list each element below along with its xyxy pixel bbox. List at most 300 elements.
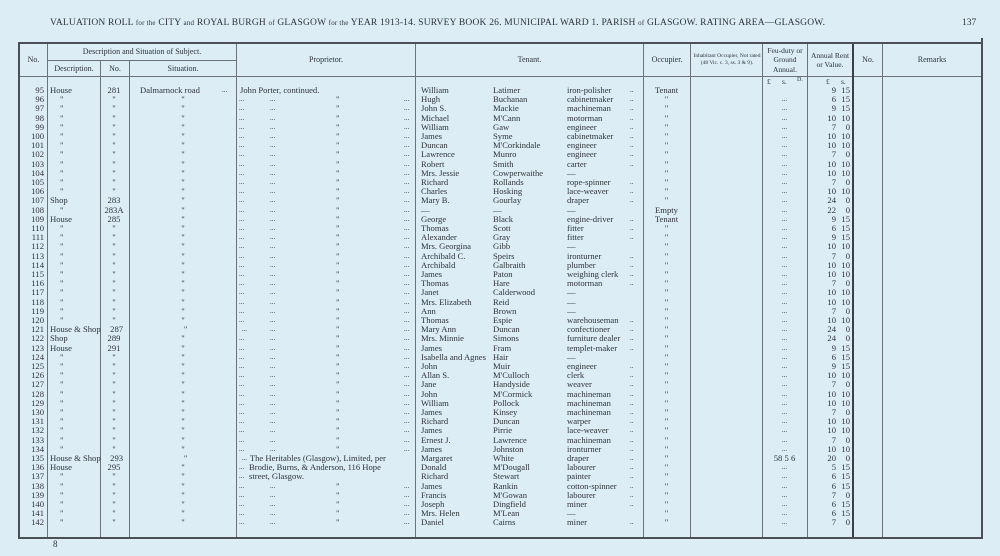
tenant-surname: Muir xyxy=(493,361,511,371)
proprietor-leader: ... xyxy=(404,362,410,370)
feu-duty: ... xyxy=(781,389,788,398)
proprietor-leader: ... xyxy=(404,260,410,269)
situation-leader: ... xyxy=(239,334,245,343)
rent-pounds: 9 xyxy=(831,85,836,95)
tenant-first-name: Hugh xyxy=(421,94,441,105)
occupation-leader: .. xyxy=(630,279,634,288)
tenant-occupation: carter xyxy=(567,158,587,169)
occupier: " xyxy=(664,315,669,325)
situation: " xyxy=(181,480,185,491)
tenant-surname: M'Cormick xyxy=(493,388,533,399)
header-description: Description. xyxy=(54,63,94,73)
row-number: 96 xyxy=(35,94,44,105)
feu-duty: ... xyxy=(781,132,788,140)
tenant-surname: Paton xyxy=(493,269,513,279)
situation: " xyxy=(181,434,185,445)
situation: " xyxy=(181,296,185,307)
proprietor: " xyxy=(336,94,340,105)
header-no-right: No. xyxy=(862,55,874,65)
street-number: " xyxy=(112,232,116,243)
occupier: " xyxy=(664,480,669,491)
rent-shillings: 0 xyxy=(845,379,850,390)
rent-pounds: 10 xyxy=(827,416,836,427)
rent-shillings: 0 xyxy=(845,305,850,316)
description: " xyxy=(60,232,64,243)
situation-leader: ... xyxy=(239,417,245,426)
rent-shillings: 15 xyxy=(841,361,850,371)
street-number: " xyxy=(112,407,116,417)
tenant-surname: Cowperwaithe xyxy=(493,167,544,178)
page-number: 137 xyxy=(962,18,977,28)
rent-pounds: 10 xyxy=(827,315,836,325)
tenant-first-name: Janet xyxy=(421,287,439,298)
proprietor-leader: ... xyxy=(404,306,410,315)
tenant-first-name: Mrs. Minnie xyxy=(421,333,464,344)
tenant-first-name: Jane xyxy=(421,379,437,390)
row-number: 124 xyxy=(31,351,44,362)
tenant-surname: M'Cann xyxy=(493,112,521,123)
description: " xyxy=(60,471,64,482)
rent-pounds: 7 xyxy=(831,305,836,316)
tenant-first-name: Daniel xyxy=(421,517,444,528)
rent-pounds: 10 xyxy=(827,259,836,270)
description: " xyxy=(60,269,64,279)
tenant-first-name: James xyxy=(421,443,443,454)
proprietor-leader: ... xyxy=(270,205,276,214)
situation: " xyxy=(181,333,185,344)
rent-pounds: 10 xyxy=(827,397,836,408)
row-number: 136 xyxy=(31,462,44,473)
proprietor-leader: ... xyxy=(270,444,276,453)
tenant-first-name: James xyxy=(421,425,443,436)
proprietor-leader: ... xyxy=(270,490,276,499)
rent-pounds: 7 xyxy=(831,407,836,417)
description: " xyxy=(60,287,64,298)
proprietor-leader: ... xyxy=(270,242,276,251)
proprietor: " xyxy=(336,195,340,206)
tenant-surname: Lawrence xyxy=(493,434,527,445)
proprietor: " xyxy=(336,517,340,528)
tenant-first-name: Thomas xyxy=(421,278,449,289)
row-number: 97 xyxy=(35,103,44,114)
situation: " xyxy=(181,177,185,187)
proprietor-leader: ... xyxy=(404,481,410,490)
street-number: 289 xyxy=(107,333,121,344)
street-number: 291 xyxy=(107,342,121,353)
tenant-first-name: — xyxy=(421,204,430,215)
feu-duty: ... xyxy=(781,426,788,435)
occupier: " xyxy=(664,453,669,463)
rent-shillings: 0 xyxy=(845,434,850,445)
street-number: 283 xyxy=(107,195,121,206)
proprietor-leader: ... xyxy=(270,408,276,416)
situation-leader: ... xyxy=(239,122,245,131)
occupation-leader: .. xyxy=(630,196,634,205)
rent-shillings: 0 xyxy=(845,278,850,289)
tenant-first-name: Alexander xyxy=(421,232,457,243)
proprietor: " xyxy=(336,149,340,160)
description: House xyxy=(50,213,72,224)
title-part: ROYAL BURGH xyxy=(196,18,266,28)
situation: " xyxy=(181,499,185,509)
feu-duty: ... xyxy=(781,122,788,131)
occupier: " xyxy=(664,443,669,454)
tenant-first-name: Robert xyxy=(421,158,445,169)
occupation-leader: .. xyxy=(630,270,634,278)
tenant-first-name: Francis xyxy=(421,489,447,500)
row-number: 125 xyxy=(31,361,44,371)
description: " xyxy=(60,103,64,114)
proprietor-leader: ... xyxy=(404,509,410,518)
situation: Dalmarnock road xyxy=(140,85,200,95)
row-number: 116 xyxy=(31,278,44,289)
tenant-occupation: templet-maker xyxy=(567,342,618,353)
situation: " xyxy=(181,508,185,519)
occupier: " xyxy=(664,121,669,132)
situation-leader: ... xyxy=(239,187,245,196)
situation: " xyxy=(181,140,185,151)
situation-leader: ... xyxy=(239,435,245,444)
tenant-occupation: — xyxy=(567,296,576,307)
row-number: 118 xyxy=(31,296,44,307)
tenant-surname: Rollands xyxy=(493,177,524,187)
proprietor: Brodie, Burns, & Anderson, 116 Hope xyxy=(249,462,381,473)
tenant-first-name: Mrs. Elizabeth xyxy=(421,296,472,307)
description: " xyxy=(60,407,64,417)
proprietor-leader: ... xyxy=(270,334,276,343)
unit-rent-pounds: £ xyxy=(826,77,830,86)
situation-leader: ... xyxy=(239,408,245,416)
feu-duty: ... xyxy=(781,113,788,122)
situation-leader: ... xyxy=(239,141,245,150)
rent-shillings: 0 xyxy=(845,250,850,261)
street-number: 283A xyxy=(104,204,124,215)
tenant-first-name: Archibald C. xyxy=(421,250,466,261)
tenant-surname: Pirrie xyxy=(493,425,513,436)
description: " xyxy=(60,241,64,252)
occupier: " xyxy=(664,425,669,436)
occupier: " xyxy=(664,287,669,298)
row-number: 131 xyxy=(31,416,44,427)
proprietor-leader: ... xyxy=(404,398,410,407)
occupier: " xyxy=(664,259,669,270)
occupation-leader: .. xyxy=(630,150,634,159)
tenant-surname: Reid xyxy=(493,296,510,307)
proprietor: " xyxy=(336,103,340,114)
proprietor: " xyxy=(336,269,340,279)
row-number: 129 xyxy=(31,397,44,408)
rent-pounds: 10 xyxy=(827,388,836,399)
feu-duty: ... xyxy=(781,316,788,324)
rent-pounds: 10 xyxy=(827,443,836,454)
proprietor-leader: ... xyxy=(270,132,276,140)
occupation-leader: .. xyxy=(630,408,634,416)
proprietor-leader: ... xyxy=(404,95,410,104)
occupation-leader: .. xyxy=(630,500,634,508)
occupation-leader: .. xyxy=(630,95,634,104)
row-number: 99 xyxy=(35,121,44,132)
rent-pounds: 24 xyxy=(827,333,836,344)
situation: " xyxy=(181,204,185,215)
occupation-leader: .. xyxy=(630,159,634,168)
situation: " xyxy=(181,213,185,224)
street-number: " xyxy=(112,315,116,325)
description: " xyxy=(60,112,64,123)
situation-leader: ... xyxy=(239,490,245,499)
occupier: " xyxy=(664,177,669,187)
rent-shillings: 10 xyxy=(841,443,850,454)
rent-shillings: 10 xyxy=(841,425,850,436)
row-number: 106 xyxy=(31,186,44,197)
proprietor-leader: ... xyxy=(270,150,276,159)
tenant-occupation: ironturner xyxy=(567,250,602,261)
proprietor-leader: ... xyxy=(270,352,276,361)
proprietor-leader: ... xyxy=(404,343,410,352)
rent-pounds: 7 xyxy=(831,250,836,261)
row-number: 128 xyxy=(31,388,44,399)
situation: " xyxy=(181,158,185,169)
proprietor-leader: ... xyxy=(404,113,410,122)
proprietor: " xyxy=(336,167,340,178)
tenant-first-name: George xyxy=(421,213,447,224)
situation: " xyxy=(181,471,185,482)
street-number: " xyxy=(112,103,116,114)
tenant-surname: Brown xyxy=(493,305,517,316)
feu-duty: ... xyxy=(781,380,788,389)
proprietor-leader: ... xyxy=(270,279,276,288)
proprietor-leader: ... xyxy=(404,334,410,343)
description: " xyxy=(60,434,64,445)
situation-leader: ... xyxy=(239,343,245,352)
row-number: 142 xyxy=(31,517,44,528)
feu-duty: ... xyxy=(781,159,788,168)
row-number: 102 xyxy=(31,149,44,160)
situation: " xyxy=(181,489,185,500)
feu-duty: ... xyxy=(781,168,788,177)
feu-duty: ... xyxy=(781,251,788,260)
header-description-group: Description and Situation of Subject. xyxy=(82,47,202,57)
tenant-occupation: machineman xyxy=(567,103,611,114)
tenant-surname: M'Culloch xyxy=(493,370,530,381)
description: " xyxy=(60,508,64,519)
row-number: 141 xyxy=(31,508,44,519)
description: House & Shop xyxy=(50,453,101,463)
proprietor: " xyxy=(336,296,340,307)
proprietor: " xyxy=(336,287,340,298)
rent-shillings: 0 xyxy=(845,324,850,335)
proprietor-leader: ... xyxy=(404,444,410,453)
street-number: 293 xyxy=(110,453,124,463)
proprietor-leader: ... xyxy=(270,426,276,435)
tenant-first-name: James xyxy=(421,131,443,141)
row-number: 120 xyxy=(31,315,44,325)
rent-shillings: 10 xyxy=(841,388,850,399)
rent-shillings: 15 xyxy=(841,471,850,482)
header-feu-duty: Feu-duty or Ground Annual. xyxy=(767,45,803,74)
row-number: 123 xyxy=(31,342,44,353)
description: " xyxy=(60,296,64,307)
row-number: 122 xyxy=(31,333,44,344)
proprietor-leader: ... xyxy=(404,417,410,426)
proprietor: " xyxy=(336,241,340,252)
situation-leader: ... xyxy=(239,104,245,113)
tenant-first-name: Charles xyxy=(421,186,448,197)
tenant-occupation: — xyxy=(567,204,576,215)
description: " xyxy=(60,388,64,399)
situation: " xyxy=(181,342,185,353)
description: " xyxy=(60,186,64,197)
tenant-surname: Espie xyxy=(493,315,513,325)
street-number: " xyxy=(112,397,116,408)
street-number: " xyxy=(112,158,116,169)
page-title xyxy=(50,18,825,28)
tenant-occupation: motorman xyxy=(567,278,603,289)
feu-duty: ... xyxy=(781,205,788,214)
occupation-leader: .. xyxy=(630,187,634,196)
tenant-occupation: machineman xyxy=(567,388,611,399)
rent-pounds: 9 xyxy=(831,232,836,243)
header-annual-rent: Annual Rent or Value. xyxy=(810,50,850,69)
occupation-leader: .. xyxy=(630,343,634,352)
proprietor-leader: ... xyxy=(270,224,276,232)
situation: " xyxy=(181,517,185,528)
tenant-surname: Gibb xyxy=(493,241,511,252)
situation-leader: ... xyxy=(239,518,245,527)
tenant-occupation: weaver xyxy=(567,379,592,390)
occupation-leader: .. xyxy=(630,472,634,481)
rent-shillings: 0 xyxy=(845,149,850,160)
situation-leader: ... xyxy=(239,463,245,472)
proprietor: " xyxy=(336,204,340,215)
tenant-occupation: furniture dealer xyxy=(567,333,621,344)
street-number: 287 xyxy=(110,324,124,335)
row-number: 127 xyxy=(31,379,44,390)
feu-duty: ... xyxy=(781,435,788,444)
street-number: " xyxy=(112,480,116,491)
tenant-first-name: Mary B. xyxy=(421,195,450,206)
street-number: " xyxy=(112,167,116,178)
proprietor-leader: ... xyxy=(270,481,276,490)
row-number: 140 xyxy=(31,499,44,509)
proprietor-leader: ... xyxy=(404,288,410,297)
footer-page-number: 8 xyxy=(53,539,58,549)
proprietor: street, Glasgow. xyxy=(249,471,305,482)
rent-shillings: 15 xyxy=(841,499,850,509)
tenant-occupation: — xyxy=(567,241,576,252)
rent-pounds: 10 xyxy=(827,186,836,197)
rent-shillings: 10 xyxy=(841,241,850,252)
situation: " xyxy=(181,305,185,316)
tenant-surname: White xyxy=(493,453,514,463)
street-number: " xyxy=(112,296,116,307)
row-number: 117 xyxy=(31,287,44,298)
tenant-occupation: machineman xyxy=(567,434,611,445)
description: " xyxy=(60,379,64,390)
street-number: " xyxy=(112,305,116,316)
row-number: 95 xyxy=(35,85,44,95)
proprietor-leader: ... xyxy=(404,150,410,159)
situation-leader: ... xyxy=(241,454,247,462)
tenant-occupation: rope-spinner xyxy=(567,177,611,187)
proprietor: " xyxy=(336,508,340,519)
proprietor-leader: ... xyxy=(270,113,276,122)
tenant-first-name: John S. xyxy=(421,103,447,114)
title-part: CITY xyxy=(158,18,181,28)
occupation-leader: .. xyxy=(630,224,634,232)
tenant-surname: Gray xyxy=(493,232,511,243)
tenant-first-name: Archibald xyxy=(421,259,456,270)
proprietor-leader: ... xyxy=(404,297,410,306)
situation-leader: ... xyxy=(239,178,245,186)
header-remarks: Remarks xyxy=(917,55,947,65)
row-number: 100 xyxy=(31,131,44,141)
description: " xyxy=(60,204,64,215)
situation-leader: ... xyxy=(239,297,245,306)
occupier: " xyxy=(664,149,669,160)
row-number: 110 xyxy=(31,223,44,233)
proprietor-leader: ... xyxy=(270,417,276,426)
rent-shillings: 15 xyxy=(841,85,850,95)
proprietor: " xyxy=(336,223,340,233)
situation: " xyxy=(181,112,185,123)
proprietor-leader: ... xyxy=(270,233,276,242)
proprietor: " xyxy=(336,232,340,243)
proprietor-leader: ... xyxy=(270,196,276,205)
situation: " xyxy=(181,269,185,279)
occupation-leader: .. xyxy=(630,86,634,94)
street-number: " xyxy=(112,443,116,454)
row-number: 126 xyxy=(31,370,44,381)
tenant-first-name: William xyxy=(421,85,449,95)
situation-leader: ... xyxy=(239,509,245,518)
situation-leader: ... xyxy=(239,380,245,389)
situation-leader: ... xyxy=(239,260,245,269)
feu-duty: ... xyxy=(781,214,788,223)
situation: " xyxy=(181,259,185,270)
description: " xyxy=(60,416,64,427)
tenant-occupation: machineman xyxy=(567,397,611,408)
tenant-surname: M'Gowan xyxy=(493,489,528,500)
rent-pounds: 7 xyxy=(831,121,836,132)
row-number: 108 xyxy=(31,204,44,215)
street-number: 285 xyxy=(107,213,121,224)
description: " xyxy=(60,223,64,233)
description: " xyxy=(60,315,64,325)
proprietor-leader: ... xyxy=(404,214,410,223)
tenant-first-name: William xyxy=(421,121,449,132)
tenant-surname: Kinsey xyxy=(493,407,518,417)
rent-shillings: 10 xyxy=(841,269,850,279)
tenant-surname: M'Lean xyxy=(493,508,520,519)
feu-duty: ... xyxy=(781,518,788,527)
tenant-surname: Handyside xyxy=(493,379,530,390)
tenant-first-name: Mrs. Helen xyxy=(421,508,460,519)
situation: " xyxy=(181,232,185,243)
tenant-first-name: Isabella and Agnes xyxy=(421,351,486,362)
tenant-occupation: motorman xyxy=(567,112,603,123)
tenant-occupation: — xyxy=(567,287,576,298)
proprietor: " xyxy=(336,361,340,371)
proprietor-leader: ... xyxy=(270,500,276,508)
tenant-occupation: draper xyxy=(567,195,589,206)
title-part: and xyxy=(183,19,195,27)
proprietor-leader: ... xyxy=(270,362,276,370)
proprietor-leader: ... xyxy=(404,178,410,186)
proprietor-leader: ... xyxy=(270,316,276,324)
row-number: 101 xyxy=(31,140,44,151)
rent-pounds: 7 xyxy=(831,149,836,160)
tenant-surname: Rankin xyxy=(493,480,518,491)
